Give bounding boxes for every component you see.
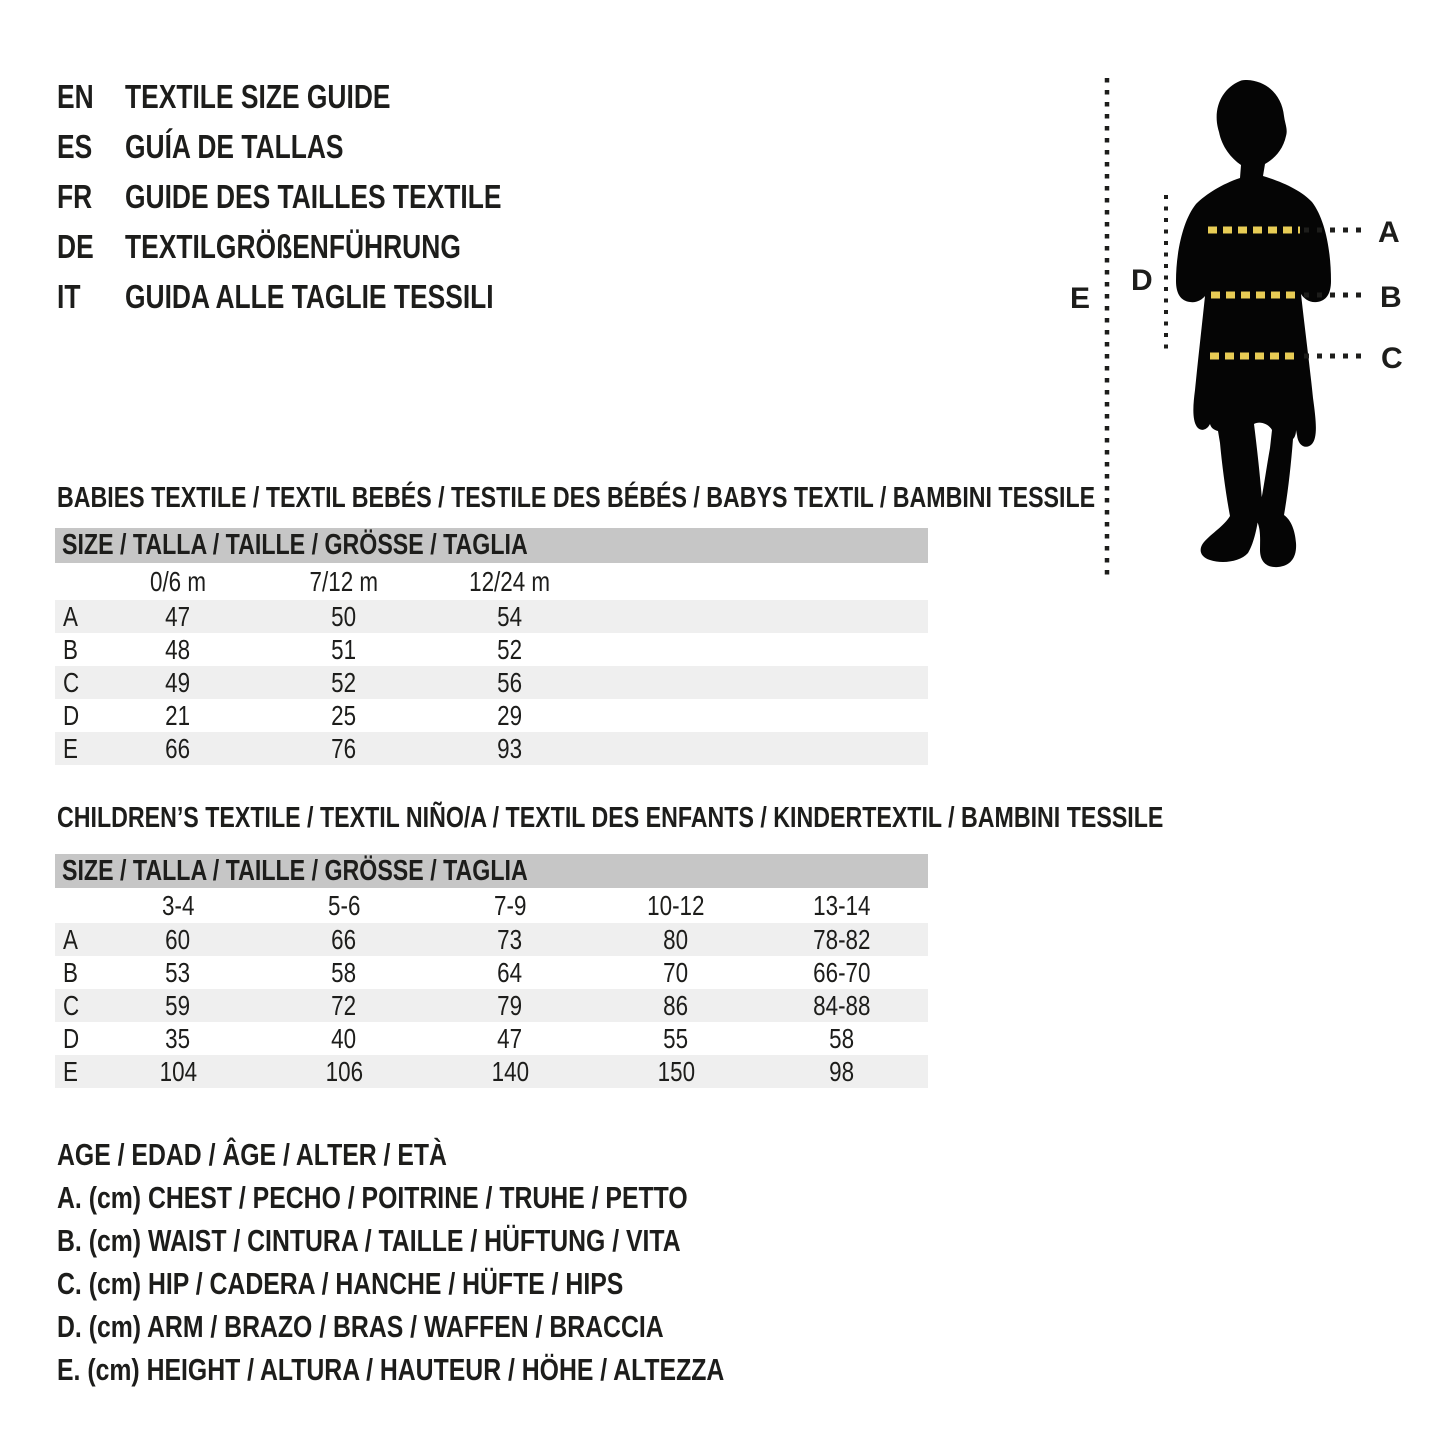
- measurement-legend: [57, 1133, 891, 1391]
- row-label: D: [63, 699, 80, 731]
- legend-line-height: E. (cm) HEIGHT / ALTURA / HAUTEUR / HÖHE / ALTEZZA: [57, 1351, 725, 1387]
- children-table-row-b: [55, 956, 928, 989]
- row-label: A: [63, 923, 78, 955]
- babies-section-heading: BABIES TEXTILE / TEXTIL BEBÉS / TESTILE DES BÉBÉS / BABYS TEXTIL / BAMBINI TESSILE: [57, 482, 1096, 514]
- children-col-13-14: 13-14: [813, 889, 871, 921]
- language-row-fr: [57, 172, 596, 222]
- cell-value: 66: [165, 732, 191, 764]
- cell-value: 56: [497, 666, 523, 698]
- children-table-row-d: [55, 1022, 928, 1055]
- cell-value: 64: [497, 956, 523, 988]
- cell-value: 55: [663, 1022, 689, 1054]
- cell-value: 84-88: [813, 989, 871, 1021]
- language-code: ES: [57, 128, 93, 165]
- cell-value: 58: [331, 956, 357, 988]
- title-block: [57, 72, 596, 322]
- cell-value: 47: [497, 1022, 523, 1054]
- cell-value: 72: [331, 989, 357, 1021]
- cell-value: 40: [331, 1022, 357, 1054]
- cell-value: 25: [331, 699, 357, 731]
- babies-table-row-a: [55, 600, 928, 633]
- cell-value: 35: [165, 1022, 191, 1054]
- babies-table-row-c: [55, 666, 928, 699]
- children-table-row-a: [55, 923, 928, 956]
- cell-value: 76: [331, 732, 357, 764]
- label-d: D: [1131, 264, 1153, 297]
- cell-value: 52: [497, 633, 523, 665]
- cell-value: 66-70: [813, 956, 871, 988]
- label-b: B: [1380, 281, 1402, 314]
- language-code: FR: [57, 178, 93, 215]
- cell-value: 98: [829, 1055, 855, 1087]
- cell-value: 58: [829, 1022, 855, 1054]
- cell-value: 47: [165, 600, 191, 632]
- row-label: E: [63, 1055, 78, 1087]
- cell-value: 86: [663, 989, 689, 1021]
- row-label: E: [63, 732, 78, 764]
- cell-value: 140: [491, 1055, 529, 1087]
- page-title-it: GUIDA ALLE TAGLIE TESSILI: [125, 278, 494, 315]
- row-label: D: [63, 1022, 80, 1054]
- babies-table-row-b: [55, 633, 928, 666]
- language-row-de: [57, 222, 596, 272]
- children-column-header-row: [55, 888, 928, 923]
- label-e: E: [1070, 282, 1091, 315]
- cell-value: 48: [165, 633, 191, 665]
- cell-value: 29: [497, 699, 523, 731]
- row-label: B: [63, 633, 78, 665]
- language-code: DE: [57, 228, 94, 265]
- cell-value: 104: [159, 1055, 197, 1087]
- page-title-de: TEXTILGRÖßENFÜHRUNG: [125, 228, 461, 265]
- cell-value: 60: [165, 923, 191, 955]
- cell-value: 78-82: [813, 923, 871, 955]
- legend-line-hip: C. (cm) HIP / CADERA / HANCHE / HÜFTE / HIPS: [57, 1265, 624, 1301]
- legend-line-waist: B. (cm) WAIST / CINTURA / TAILLE / HÜFTUNG / VITA: [57, 1222, 681, 1258]
- row-label: B: [63, 956, 78, 988]
- children-table-row-e: [55, 1055, 928, 1088]
- language-code: IT: [57, 278, 81, 315]
- label-c: C: [1381, 342, 1403, 375]
- cell-value: 59: [165, 989, 191, 1021]
- cell-value: 80: [663, 923, 689, 955]
- page-title-fr: GUIDE DES TAILLES TEXTILE: [125, 178, 502, 215]
- children-table-row-c: [55, 989, 928, 1022]
- row-label: C: [63, 666, 80, 698]
- cell-value: 49: [165, 666, 191, 698]
- cell-value: 51: [331, 633, 357, 665]
- children-col-5-6: 5-6: [327, 889, 361, 921]
- page-title-en: TEXTILE SIZE GUIDE: [125, 78, 391, 115]
- legend-line-age: AGE / EDAD / ÂGE / ALTER / ETÀ: [57, 1136, 447, 1172]
- cell-value: 50: [331, 600, 357, 632]
- children-size-header-bar: SIZE / TALLA / TAILLE / GRÖSSE / TAGLIA: [55, 854, 928, 888]
- language-code: EN: [57, 78, 94, 115]
- language-row-es: [57, 122, 596, 172]
- babies-table-row-e: [55, 732, 928, 765]
- cell-value: 54: [497, 600, 523, 632]
- cell-value: 79: [497, 989, 523, 1021]
- children-col-3-4: 3-4: [161, 889, 195, 921]
- cell-value: 21: [165, 699, 191, 731]
- babies-table-row-d: [55, 699, 928, 732]
- page-title-es: GUÍA DE TALLAS: [125, 128, 344, 165]
- cell-value: 66: [331, 923, 357, 955]
- children-section-heading: CHILDREN’S TEXTILE / TEXTIL NIÑO/A / TEXTIL DES ENFANTS / KINDERTEXTIL / BAMBINI TESSILE: [57, 802, 1164, 834]
- row-label: C: [63, 989, 80, 1021]
- legend-line-arm: D. (cm) ARM / BRAZO / BRAS / WAFFEN / BRACCIA: [57, 1308, 664, 1344]
- babies-col-0-6m: 0/6 m: [149, 565, 207, 597]
- measurement-figure: [1040, 55, 1445, 600]
- babies-size-header-bar: SIZE / TALLA / TAILLE / GRÖSSE / TAGLIA: [55, 528, 928, 563]
- language-row-en: [57, 72, 596, 122]
- children-col-10-12: 10-12: [647, 889, 705, 921]
- legend-line-chest: A. (cm) CHEST / PECHO / POITRINE / TRUHE / PETTO: [57, 1179, 688, 1215]
- cell-value: 93: [497, 732, 523, 764]
- cell-value: 53: [165, 956, 191, 988]
- cell-value: 150: [657, 1055, 695, 1087]
- cell-value: 73: [497, 923, 523, 955]
- label-a: A: [1378, 216, 1400, 249]
- cell-value: 106: [325, 1055, 363, 1087]
- language-row-it: [57, 272, 596, 322]
- row-label: A: [63, 600, 78, 632]
- babies-column-header-row: [55, 563, 928, 600]
- cell-value: 70: [663, 956, 689, 988]
- babies-col-7-12m: 7/12 m: [309, 565, 379, 597]
- children-col-7-9: 7-9: [493, 889, 527, 921]
- cell-value: 52: [331, 666, 357, 698]
- babies-col-12-24m: 12/24 m: [469, 565, 551, 597]
